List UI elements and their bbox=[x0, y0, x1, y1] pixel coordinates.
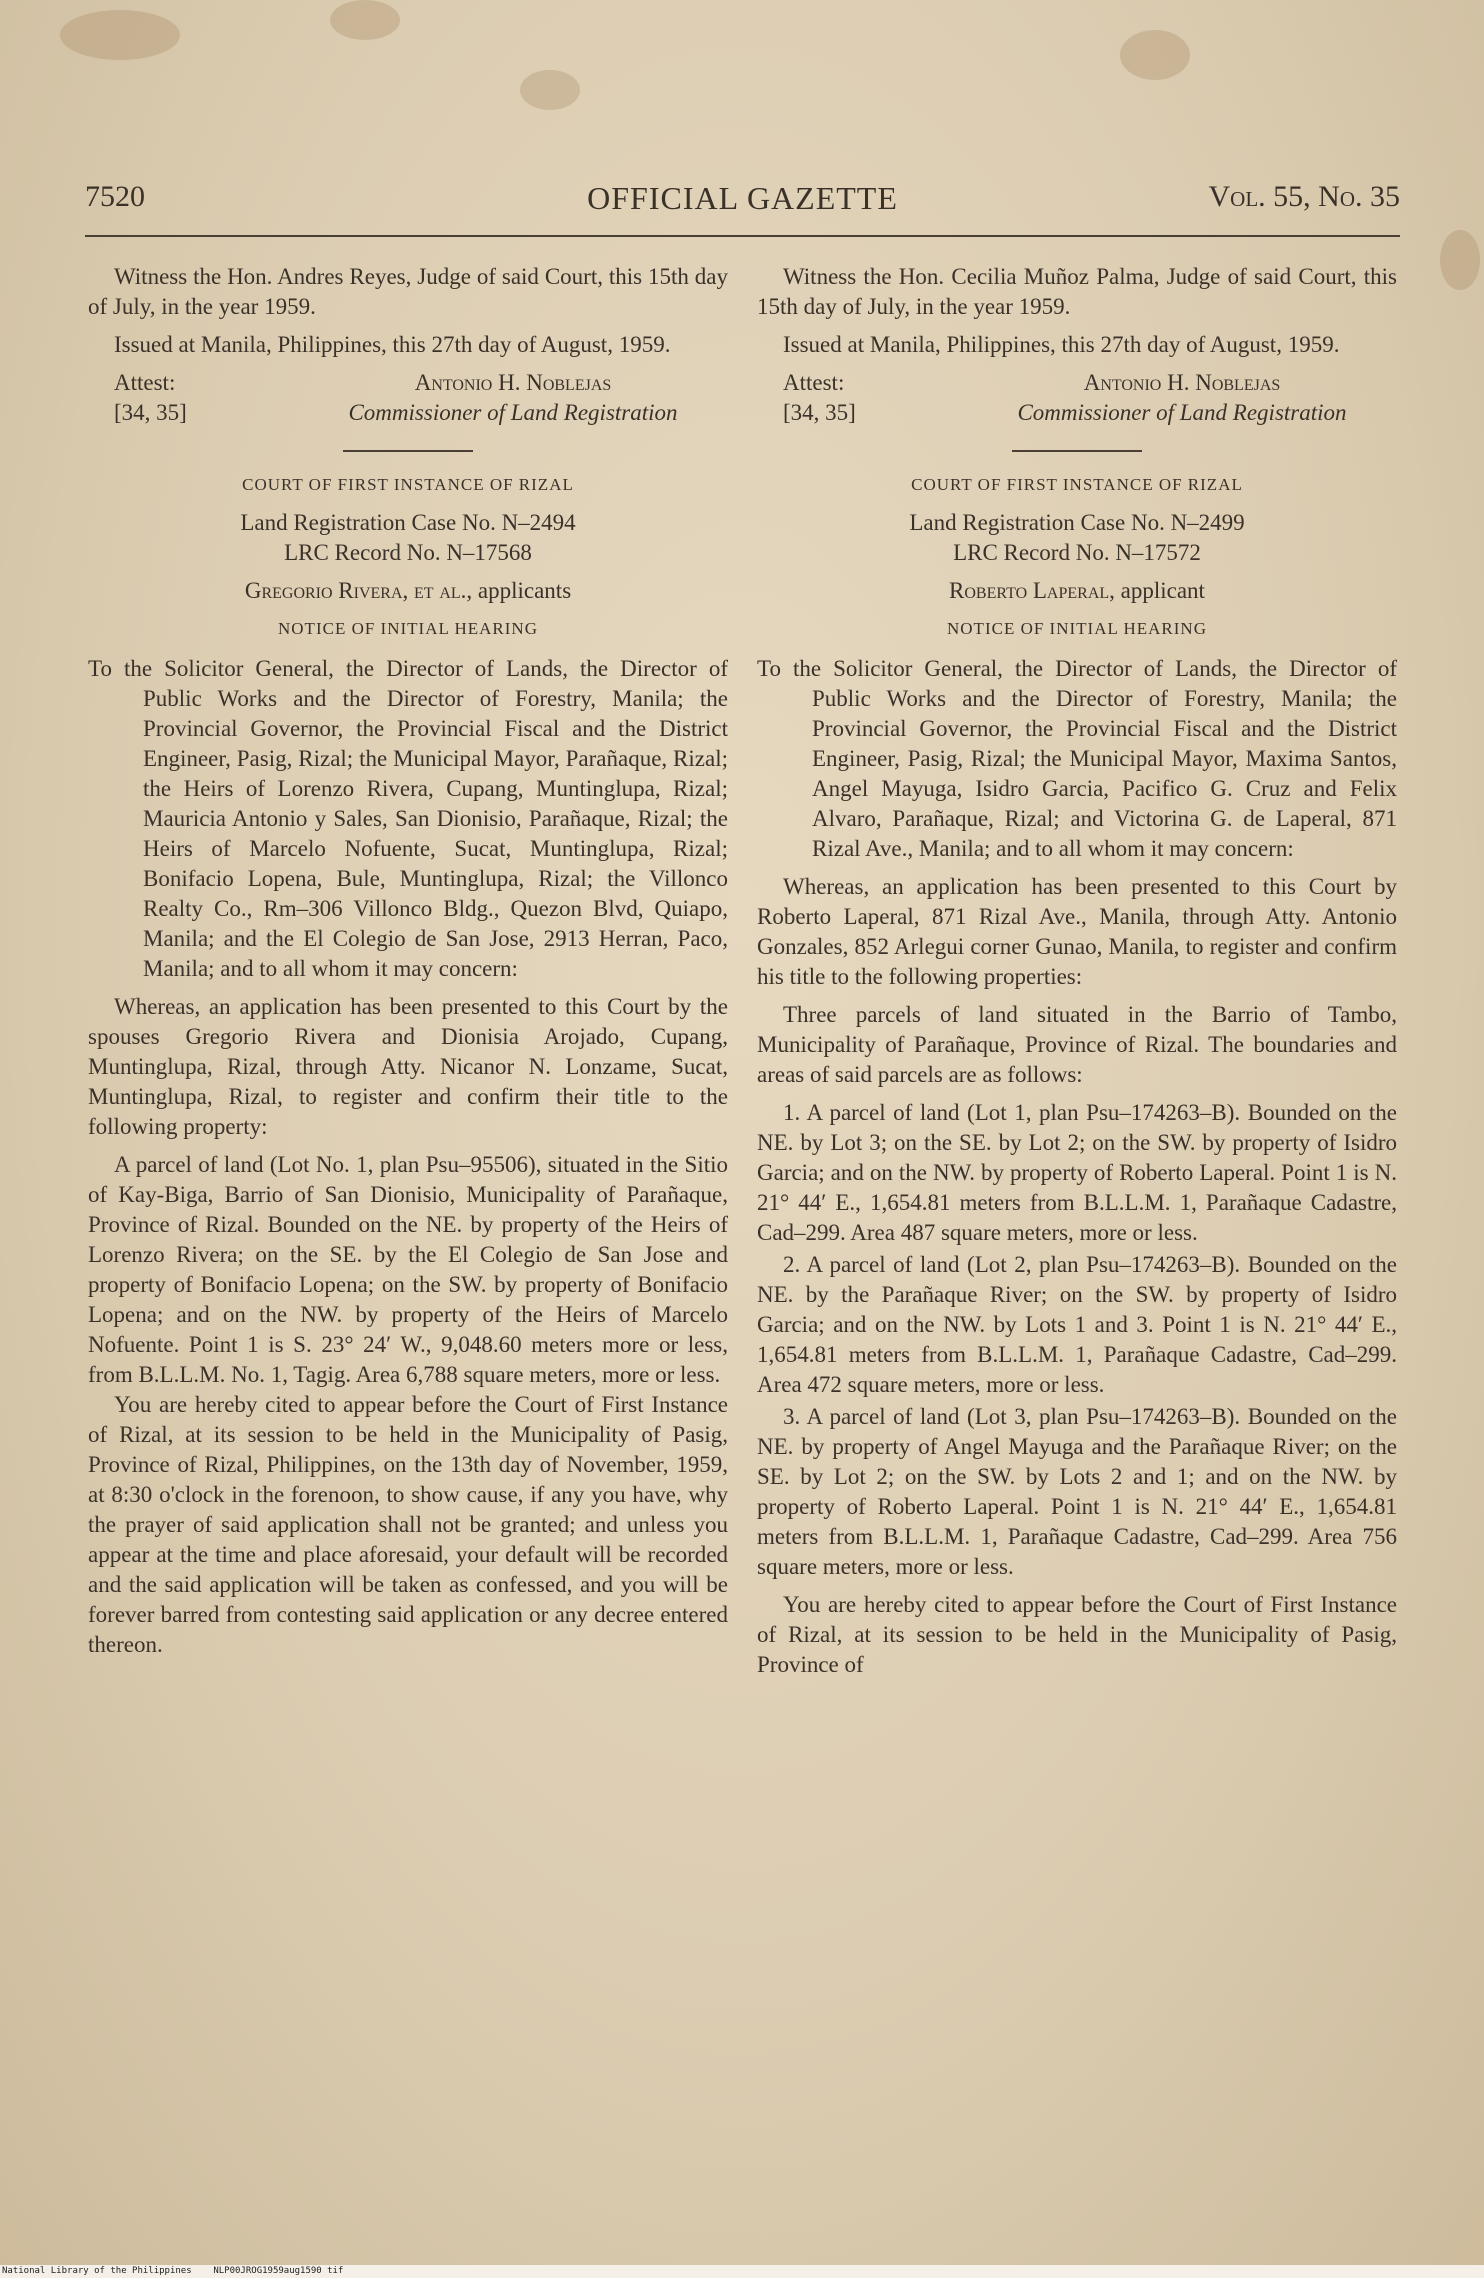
parcel-1-paragraph: 1. A parcel of land (Lot 1, plan Psu–174263–B). Bounded on the NE. by Lot 3; on the SE. by Lot 2; on the SW. by property of Isidro Garcia; and on the NW. by property of Roberto Laperal. Point 1 is N. 21° 44′ E., 1,654.81 meters from B.L.L.M. 1, Parañaque Cadastre, Cad–299. Area 487 square meters, more or less. bbox=[757, 1100, 1397, 1245]
applicant-line bbox=[757, 576, 1397, 606]
left-column bbox=[88, 262, 728, 1668]
issued-paragraph: Issued at Manila, Philippines, this 27th day of August, 1959. bbox=[114, 332, 671, 357]
attestation bbox=[757, 368, 1397, 432]
page-number: 7520 bbox=[85, 180, 145, 213]
attest-label: Attest: bbox=[114, 370, 176, 395]
right-column bbox=[757, 262, 1397, 1688]
attest-ref: [34, 35] bbox=[114, 400, 187, 425]
applicant-line bbox=[88, 576, 728, 606]
parcel-3-paragraph: 3. A parcel of land (Lot 3, plan Psu–174263–B). Bounded on the NE. by property of Angel Mayuga and the Parañaque River; on the SE. by Lot 2; on the SW. by Lots 2 and 1; and on the NW. by property of Roberto Laperal. Point 1 is N. 21° 44′ E., 1,654.81 meters from B.L.L.M. 1, Parañaque Cadastre, Cad–299. Area 756 square meters, more or less. bbox=[757, 1404, 1397, 1579]
applicant-suffix: applicants bbox=[472, 578, 572, 603]
notice-heading: NOTICE OF INITIAL HEARING bbox=[947, 619, 1207, 638]
case-number: Land Registration Case No. N–2494 bbox=[240, 510, 576, 535]
publication-title: OFFICIAL GAZETTE bbox=[587, 180, 898, 216]
scan-footer bbox=[0, 2265, 1484, 2278]
parcel-paragraph: A parcel of land (Lot No. 1, plan Psu–95506), situated in the Sitio of Kay-Biga, Barrio of San Dionisio, Municipality of Parañaque, Province of Rizal. Bounded on the NE. by property of the Heirs of Lorenzo Rivera; on the SE. by the El Colegio de San Jose and property of Bonifacio Lopena; on the SW. by property of Bonifacio Lopena; and on the NW. by property of the Heirs of Marcelo Nofuente. Point 1 is S. 23° 24′ W., 9,048.60 meters more or less, from B.L.L.M. No. 1, Tagig. Area 6,788 square meters, more or less. bbox=[88, 1152, 728, 1387]
paper-stain bbox=[330, 0, 400, 40]
attest-label: Attest: bbox=[783, 370, 845, 395]
header-rule bbox=[85, 235, 1400, 237]
attest-title: Commissioner of Land Registration bbox=[1017, 400, 1347, 425]
paper-stain bbox=[1440, 230, 1480, 290]
paper-stain bbox=[520, 70, 580, 110]
attest-ref: [34, 35] bbox=[783, 400, 856, 425]
paper-stain bbox=[1120, 30, 1190, 80]
footer-file: NLP00JROG1959aug1590 tif bbox=[213, 2266, 344, 2276]
witness-paragraph: Witness the Hon. Cecilia Muñoz Palma, Judge of said Court, this 15th day of July, in the year 1959. bbox=[757, 264, 1397, 319]
volume-number: Vol. 55, No. 35 bbox=[1208, 180, 1400, 213]
section-divider bbox=[343, 450, 473, 452]
footer-library: National Library of the Philippines bbox=[2, 2266, 192, 2276]
address-paragraph: To the Solicitor General, the Director of Lands, the Director of Public Works and the Director of Forestry, Manila; the Provincial Governor, the Provincial Fiscal and the District Engineer, Pasig, Rizal; the Municipal Mayor, Maxima Santos, Angel Mayuga, Isidro Garcia, Pacifico G. Cruz and Felix Alvaro, Parañaque, Rizal; and Victorina G. de Laperal, 871 Rizal Ave., Manila; and to all whom it may concern: bbox=[757, 656, 1397, 861]
applicant-name: Gregorio Rivera, et al., bbox=[244, 578, 473, 603]
court-heading: COURT OF FIRST INSTANCE OF RIZAL bbox=[242, 475, 574, 494]
parcel-2-paragraph: 2. A parcel of land (Lot 2, plan Psu–174263–B). Bounded on the NE. by the Parañaque River; on the SW. by property of Isidro Garcia; and on the NW. by Lots 1 and 3. Point 1 is N. 21° 44′ E., 1,654.81 meters from B.L.L.M. 1, Parañaque Cadastre, Cad–299. Area 472 square meters, more or less. bbox=[757, 1252, 1397, 1397]
three-parcels-paragraph: Three parcels of land situated in the Barrio of Tambo, Municipality of Parañaque, Province of Rizal. The boundaries and areas of said parcels are as follows: bbox=[757, 1002, 1397, 1087]
issued-paragraph: Issued at Manila, Philippines, this 27th day of August, 1959. bbox=[783, 332, 1340, 357]
page-header bbox=[85, 180, 1400, 230]
case-number: Land Registration Case No. N–2499 bbox=[909, 510, 1245, 535]
witness-paragraph: Witness the Hon. Andres Reyes, Judge of said Court, this 15th day of July, in the year 1959. bbox=[88, 264, 728, 319]
lrc-record: LRC Record No. N–17572 bbox=[953, 540, 1201, 565]
notice-heading: NOTICE OF INITIAL HEARING bbox=[278, 619, 538, 638]
section-divider bbox=[1012, 450, 1142, 452]
whereas-paragraph: Whereas, an application has been presented to this Court by Roberto Laperal, 871 Rizal Ave., Manila, through Atty. Antonio Gonzales, 852 Arlegui corner Gunao, Manila, to register and confirm his title to the following properties: bbox=[757, 874, 1397, 989]
whereas-paragraph: Whereas, an application has been presented to this Court by the spouses Gregorio Rivera and Dionisia Arojado, Cupang, Muntinglupa, Rizal, through Atty. Nicanor N. Lonzame, Sucat, Muntinglupa, Rizal, to register and confirm their title to the following property: bbox=[88, 994, 728, 1139]
applicant-suffix: applicant bbox=[1114, 578, 1205, 603]
attest-name: Antonio H. Noblejas bbox=[414, 370, 612, 395]
cited-paragraph: You are hereby cited to appear before the Court of First Instance of Rizal, at its session to be held in the Municipality of Pasig, Province of Rizal, Philippines, on the 13th day of November, 1959, at 8:30 o'clock in the forenoon, to show cause, if any you have, why the prayer of said application shall not be granted; and unless you appear at the time and place aforesaid, your default will be recorded and the said application will be taken as confessed, and you will be forever barred from contesting said application or any decree entered thereon. bbox=[88, 1392, 728, 1657]
paper-stain bbox=[60, 10, 180, 60]
address-paragraph: To the Solicitor General, the Director of Lands, the Director of Public Works and the Director of Forestry, Manila; the Provincial Governor, the Provincial Fiscal and the District Engineer, Pasig, Rizal; the Municipal Mayor, Parañaque, Rizal; the Heirs of Lorenzo Rivera, Cupang, Muntinglupa, Rizal; Mauricia Antonio y Sales, San Dionisio, Parañaque, Rizal; the Heirs of Marcelo Nofuente, Sucat, Muntinglupa, Rizal; Bonifacio Lopena, Bule, Muntinglupa, Rizal; the Villonco Realty Co., Rm–306 Villonco Bldg., Quezon Blvd, Quiapo, Manila; and the El Colegio de San Jose, 2913 Herran, Paco, Manila; and to all whom it may concern: bbox=[88, 656, 728, 981]
lrc-record: LRC Record No. N–17568 bbox=[284, 540, 532, 565]
attestation bbox=[88, 368, 728, 432]
applicant-name: Roberto Laperal, bbox=[949, 578, 1115, 603]
court-heading: COURT OF FIRST INSTANCE OF RIZAL bbox=[911, 475, 1243, 494]
cited-paragraph: You are hereby cited to appear before the Court of First Instance of Rizal, at its session to be held in the Municipality of Pasig, Province of bbox=[757, 1592, 1397, 1677]
attest-title: Commissioner of Land Registration bbox=[348, 400, 678, 425]
attest-name: Antonio H. Noblejas bbox=[1083, 370, 1281, 395]
